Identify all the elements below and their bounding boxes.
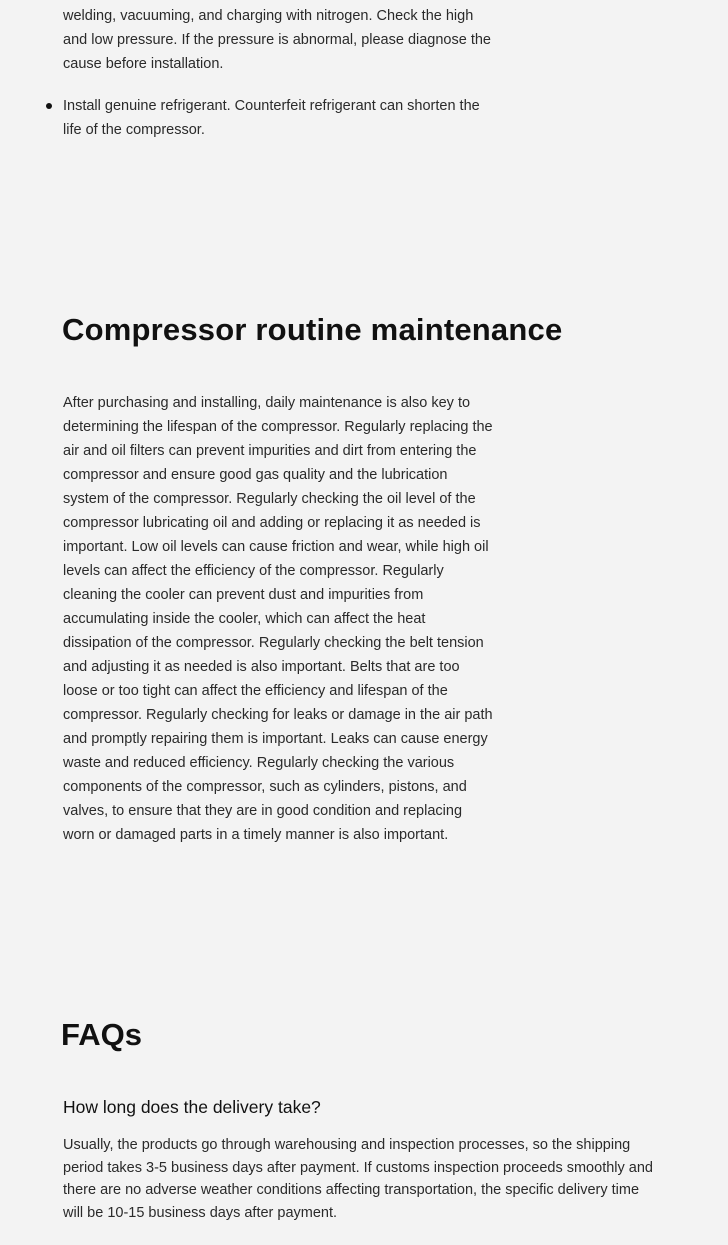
faq-heading: FAQs bbox=[61, 1017, 142, 1052]
maintenance-heading: Compressor routine maintenance bbox=[62, 312, 563, 347]
faq-question: How long does the delivery take? bbox=[63, 1097, 321, 1117]
maintenance-paragraph: After purchasing and installing, daily maintenance is also key to determining the lifespan of the compressor. Regularly replacing the air and oil filters can prevent impurities and dirt from entering the compressor and ensure good gas quality and the lubrication system of the compressor. Regularly checking the oil level of the compressor lubricating oil and adding or replacing it as needed is important. Low oil levels can cause friction and wear, while high oil levels can affect the efficiency of the compressor. Regularly cleaning the cooler can prevent dust and impurities from accumulating inside the cooler, which can affect the heat dissipation of the compressor. Regularly checking the belt tension and adjusting it as needed is also important. Belts that are too loose or too tight can affect the efficiency and lifespan of the compressor. Regularly checking for leaks or damage in the air path and promptly repairing them is important. Leaks can cause energy waste and reduced efficiency. Regularly checking the various components of the compressor, such as cylinders, pistons, and valves, to ensure that they are in good condition and replacing worn or damaged parts in a timely manner is also important. bbox=[63, 395, 493, 843]
installation-paragraph: welding, vacuuming, and charging with nitrogen. Check the high and low pressure. If the pressure is abnormal, please diagnose the cause before installation. bbox=[63, 8, 491, 72]
faq-answer: Usually, the products go through warehousing and inspection processes, so the shipping period takes 3-5 business days after payment. If customs inspection proceeds smoothly and there are no adverse weather conditions affecting transportation, the specific delivery time will be 10-15 business days after payment. bbox=[63, 1137, 653, 1221]
list-item-text: Install genuine refrigerant. Counterfeit refrigerant can shorten the life of the compressor. bbox=[63, 98, 480, 138]
installation-bullet-list bbox=[63, 94, 495, 142]
list-item bbox=[63, 94, 495, 142]
bullet-icon bbox=[46, 103, 52, 109]
